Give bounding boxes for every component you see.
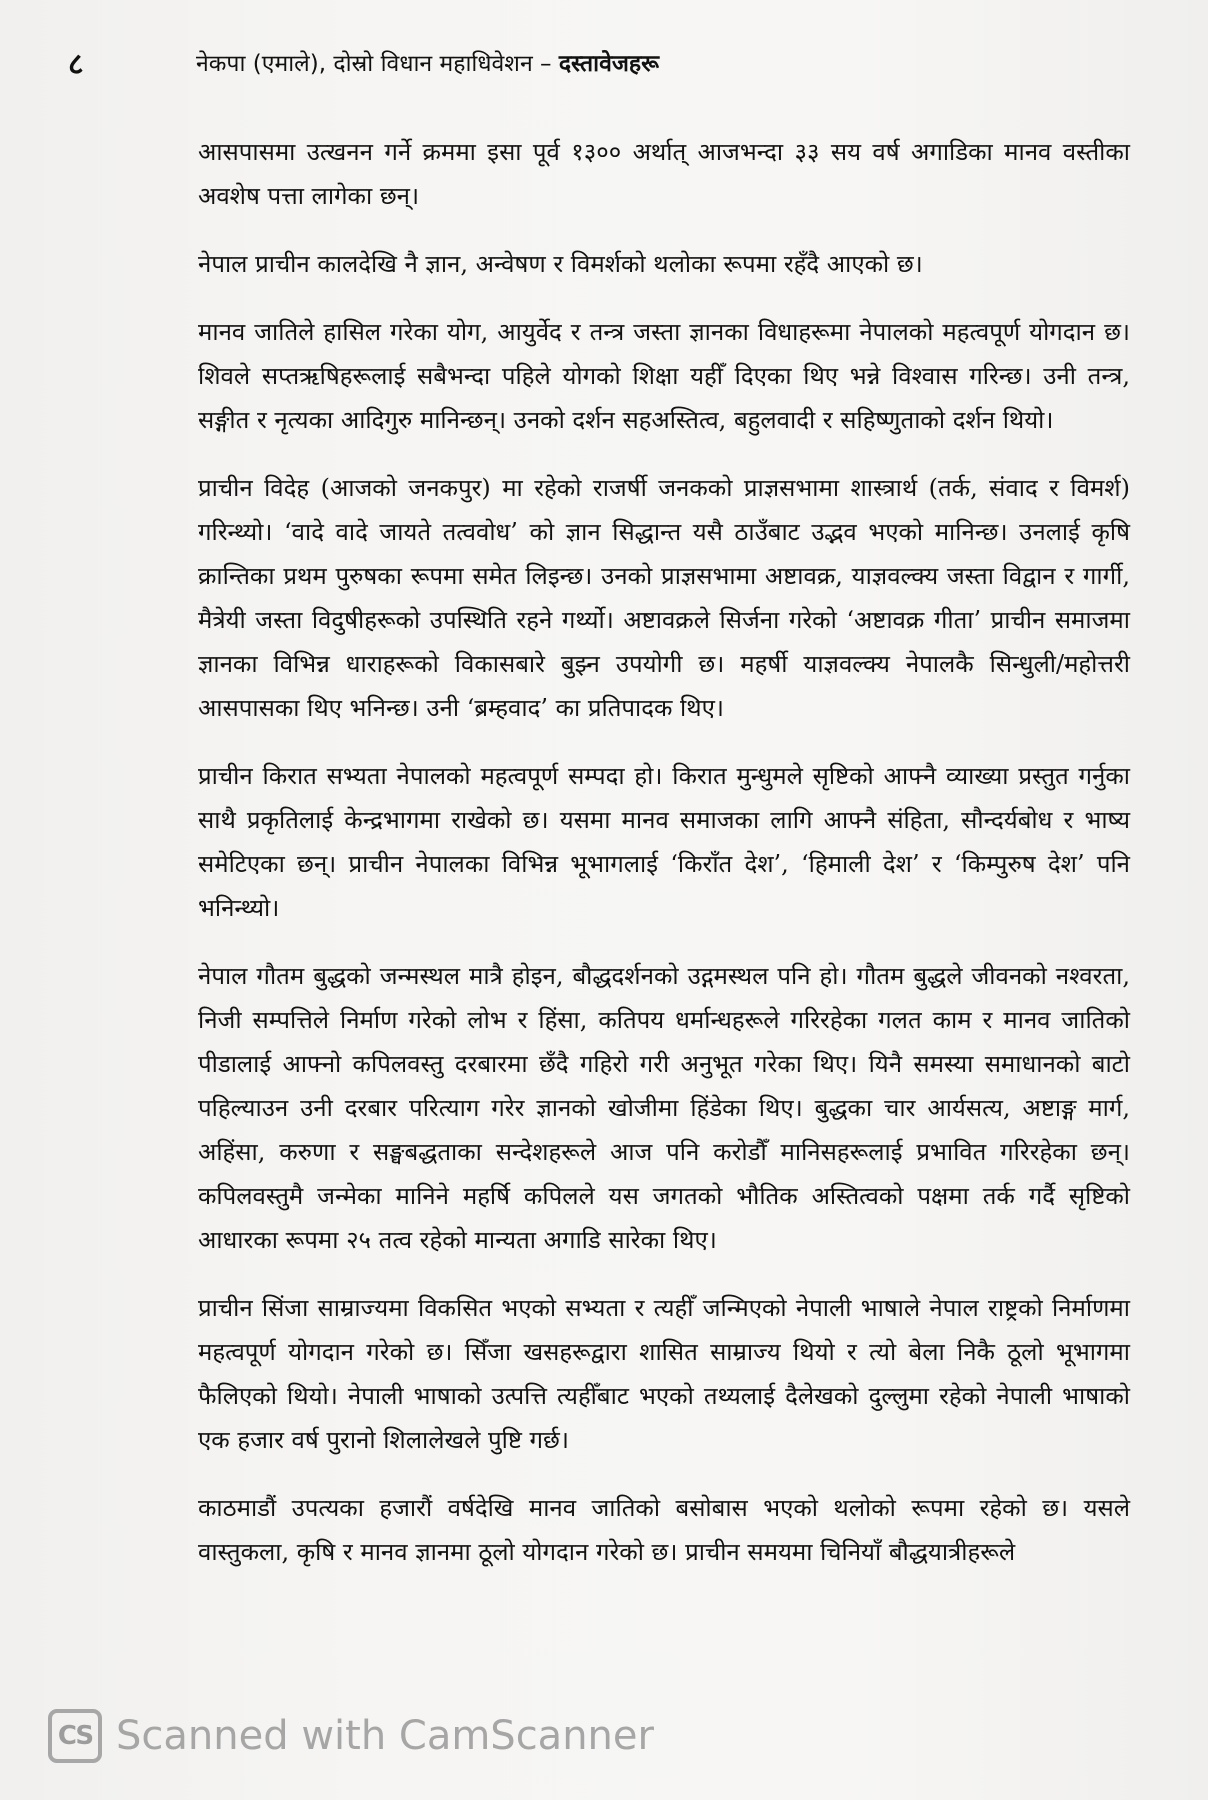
body-text — [198, 130, 1130, 1598]
page-number: ८ — [68, 47, 84, 82]
paragraph: प्राचीन किरात सभ्यता नेपालको महत्वपूर्ण सम्पदा हो। किरात मुन्धुमले सृष्टिको आफ्नै व्याख्या प्रस्तुत गर्नुका साथै प्रकृतिलाई केन्द्रभागमा राखेको छ। यसमा मानव समाजका लागि आफ्नै संहिता, सौन्दर्यबोध र भाष्य समेटिएका छन्। प्राचीन नेपालका विभिन्न भूभागलाई ‘किराँत देश’, ‘हिमाली देश’ र ‘किम्पुरुष देश’ पनि भनिन्थ्यो। — [198, 762, 1130, 922]
paragraph: प्राचीन सिंजा साम्राज्यमा विकसित भएको सभ्यता र त्यहीँ जन्मिएको नेपाली भाषाले नेपाल राष्ट्रको निर्माणमा महत्वपूर्ण योगदान गरेको छ। सिँजा खसहरूद्वारा शासित साम्राज्य थियो र त्यो बेला निकै ठूलो भूभागमा फैलिएको थियो। नेपाली भाषाको उत्पत्ति त्यहीँबाट भएको तथ्यलाई दैलेखको दुल्लुमा रहेको नेपाली भाषाको एक हजार वर्ष पुरानो शिलालेखले पुष्टि गर्छ। — [198, 1294, 1130, 1454]
paragraph: नेपाल प्राचीन कालदेखि नै ज्ञान, अन्वेषण र विमर्शको थलोका रूपमा रहँदै आएको छ। — [198, 250, 923, 278]
paragraph: प्राचीन विदेह (आजको जनकपुर) मा रहेको राजर्षी जनकको प्राज्ञसभामा शास्त्रार्थ (तर्क, संवाद र विमर्श) गरिन्थ्यो। ‘वादे वादे जायते तत्ववोध’ को ज्ञान सिद्धान्त यसै ठाउँबाट उद्भव भएको मानिन्छ। उनलाई कृषि क्रान्तिका प्रथम पुरुषका रूपमा समेत लिइन्छ। उनको प्राज्ञसभामा अष्टावक्र, याज्ञवल्क्य जस्ता विद्वान र गार्गी, मैत्रेयी जस्ता विदुषीहरूको उपस्थिति रहने गर्थ्यो। अष्टावक्रले सिर्जना गरेको ‘अष्टावक्र गीता’ प्राचीन समाजमा ज्ञानका विभिन्न धाराहरूको विकासबारे बुझ्न उपयोगी छ। महर्षी याज्ञवल्क्य नेपालकै सिन्धुली/महोत्तरी आसपासका थिए भनिन्छ। उनी ‘ब्रम्हवाद’ का प्रतिपादक थिए। — [198, 474, 1130, 722]
paragraph: नेपाल गौतम बुद्धको जन्मस्थल मात्रै होइन, बौद्धदर्शनको उद्गमस्थल पनि हो। गौतम बुद्धले जीवनको नश्वरता, निजी सम्पत्तिले निर्माण गरेको लोभ र हिंसा, कतिपय धर्मान्धहरूले गरिरहेका गलत काम र मानव जातिको पीडालाई आफ्नो कपिलवस्तु दरबारमा छँदै गहिरो गरी अनुभूत गरेका थिए। यिनै समस्या समाधानको बाटो पहिल्याउन उनी दरबार परित्याग गरेर ज्ञानको खोजीमा हिंडेका थिए। बुद्धका चार आर्यसत्य, अष्टाङ्ग मार्ग, अहिंसा, करुणा र सङ्घबद्धताका सन्देशहरूले आज पनि करोडौँ मानिसहरूलाई प्रभावित गरिरहेका छन्। कपिलवस्तुमै जन्मेका मानिने महर्षि कपिलले यस जगतको भौतिक अस्तित्वको पक्षमा तर्क गर्दै सृष्टिको आधारका रूपमा २५ तत्व रहेको मान्यता अगाडि सारेका थिए। — [198, 962, 1130, 1254]
running-head-title: नेकपा (एमाले), दोस्रो विधान महाधिवेशन – — [196, 51, 559, 77]
running-head — [196, 46, 659, 78]
camscanner-logo-icon: CS — [48, 1709, 102, 1763]
paragraph: आसपासमा उत्खनन गर्ने क्रममा इसा पूर्व १३०० अर्थात् आजभन्दा ३३ सय वर्ष अगाडिका मानव वस्तीका अवशेष पत्ता लागेका छन्। — [198, 138, 1130, 210]
camscanner-watermark — [48, 1706, 654, 1766]
page-header — [60, 40, 1160, 80]
running-head-documents: दस्तावेजहरू — [558, 51, 660, 77]
paragraph: काठमाडौं उपत्यका हजारौं वर्षदेखि मानव जातिको बसोबास भएको थलोको रूपमा रहेको छ। यसले वास्तुकला, कृषि र मानव ज्ञानमा ठूलो योगदान गरेको छ। प्राचीन समयमा चिनियाँ बौद्धयात्रीहरूले — [198, 1494, 1130, 1566]
paragraph: मानव जातिले हासिल गरेका योग, आयुर्वेद र तन्त्र जस्ता ज्ञानका विधाहरूमा नेपालको महत्वपूर्ण योगदान छ। शिवले सप्तऋषिहरूलाई सबैभन्दा पहिले योगको शिक्षा यहीँ दिएका थिए भन्ने विश्वास गरिन्छ। उनी तन्त्र, सङ्गीत र नृत्यका आदिगुरु मानिन्छन्। उनको दर्शन सहअस्तित्व, बहुलवादी र सहिष्णुताको दर्शन थियो। — [198, 318, 1130, 434]
watermark-text: Scanned with CamScanner — [116, 1713, 654, 1759]
